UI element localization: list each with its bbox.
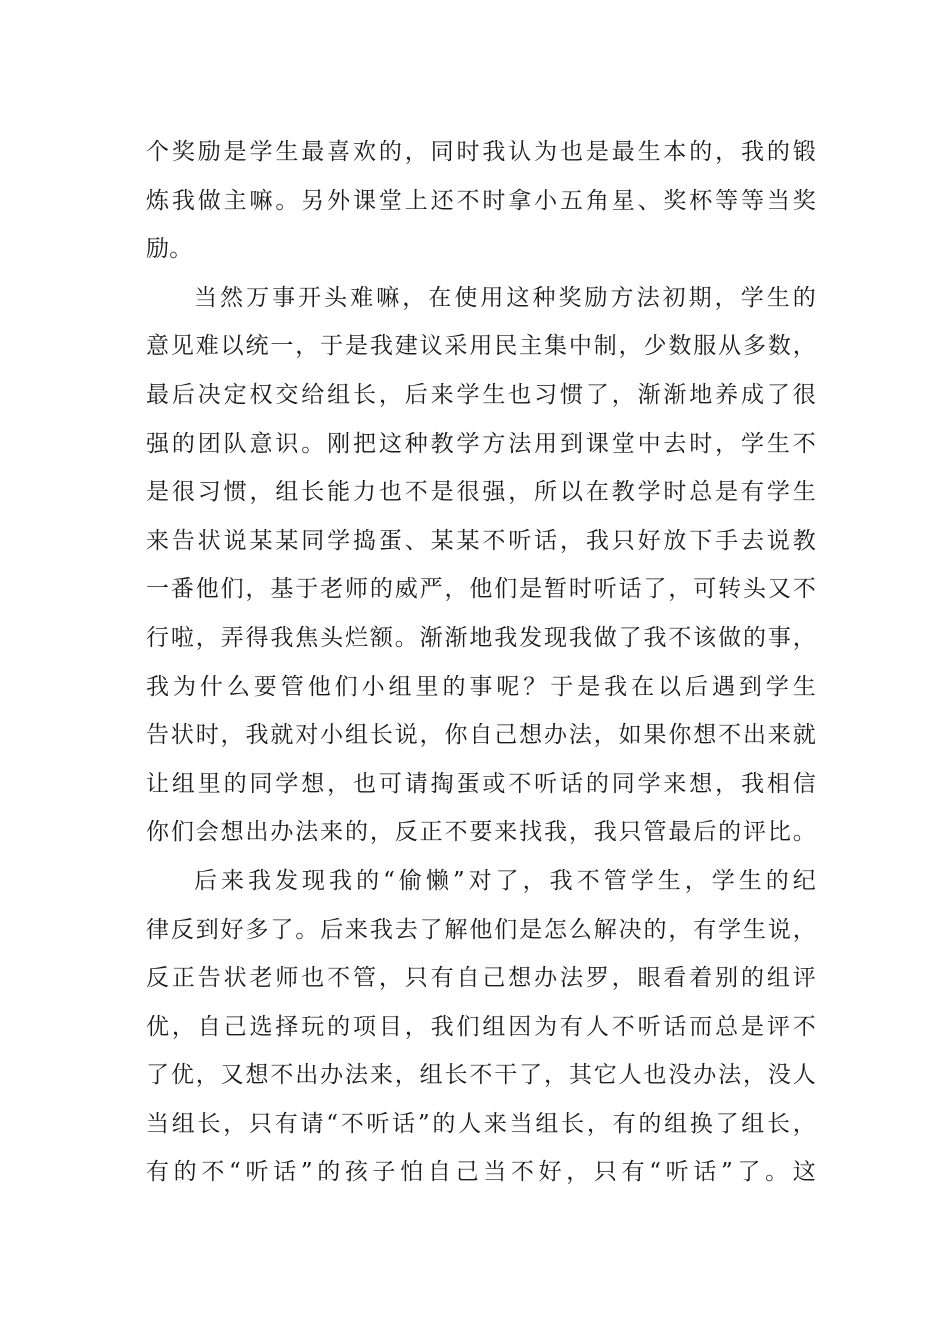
text-line: 优，自己选择玩的项目，我们组因为有人不听话而总是评不 — [146, 1013, 816, 1040]
text-line: 反正告状老师也不管，只有自己想办法罗，眼看着别的组评 — [146, 965, 816, 992]
text-line: 我为什么要管他们小组里的事呢？于是我在以后遇到学生 — [146, 673, 816, 700]
text-line: 一番他们，基于老师的威严，他们是暂时听话了，可转头又不 — [146, 576, 816, 603]
text-line: 了优，又想不出办法来，组长不干了，其它人也没办法，没人 — [146, 1062, 816, 1089]
text-line: 行啦，弄得我焦头烂额。渐渐地我发现我做了我不该做的事， — [146, 624, 816, 651]
text-line: 有的不“听话”的孩子怕自己当不好，只有“听话”了。这 — [146, 1159, 816, 1186]
text-line: 律反到好多了。后来我去了解他们是怎么解决的，有学生说， — [146, 916, 816, 943]
text-line: 是很习惯，组长能力也不是很强，所以在教学时总是有学生 — [146, 479, 816, 506]
text-line: 炼我做主嘛。另外课堂上还不时拿小五角星、奖杯等等当奖 — [146, 187, 816, 214]
text-line: 来告状说某某同学捣蛋、某某不听话，我只好放下手去说教 — [146, 527, 816, 554]
text-line: 个奖励是学生最喜欢的，同时我认为也是最生本的，我的锻 — [146, 139, 816, 165]
text-line: 最后决定权交给组长，后来学生也习惯了，渐渐地养成了很 — [146, 381, 816, 408]
text-line: 让组里的同学想，也可请掏蛋或不听话的同学来想，我相信 — [146, 770, 816, 797]
paragraph-first-line: 当然万事开头难嘛，在使用这种奖励方法初期，学生的 — [194, 284, 816, 311]
text-line: 告状时，我就对小组长说，你自己想办法，如果你想不出来就 — [146, 722, 816, 749]
text-line: 意见难以统一，于是我建议采用民主集中制，少数服从多数， — [146, 333, 816, 360]
text-line: 你们会想出办法来的，反正不要来找我，我只管最后的评比。 — [146, 819, 816, 846]
paragraph-first-line: 后来我发现我的“偷懒”对了，我不管学生，学生的纪 — [194, 867, 816, 894]
text-line: 励。 — [146, 236, 193, 263]
text-line: 当组长，只有请“不听话”的人来当组长，有的组换了组长， — [146, 1110, 816, 1137]
body-text — [146, 128, 816, 1197]
text-line: 强的团队意识。刚把这种教学方法用到课堂中去时，学生不 — [146, 430, 816, 457]
